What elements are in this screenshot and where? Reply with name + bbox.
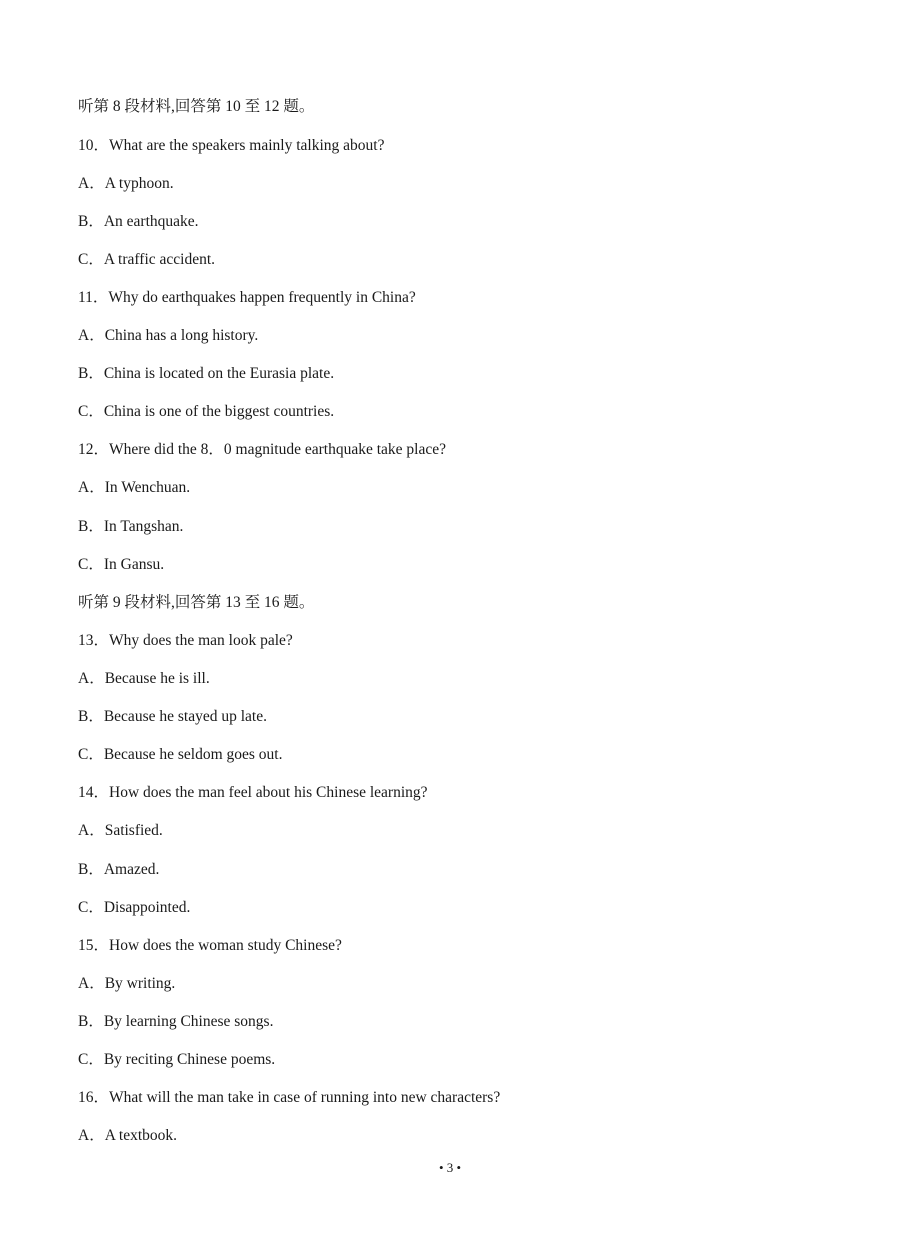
question-11: 11．Why do earthquakes happen frequently in China? [78, 289, 416, 306]
option-11-a: A．China has a long history. [78, 327, 259, 344]
question-16: 16．What will the man take in case of running into new characters? [78, 1089, 501, 1106]
option-13-c: C．Because he seldom goes out. [78, 746, 283, 763]
question-15: 15．How does the woman study Chinese? [78, 937, 342, 954]
question-14: 14．How does the man feel about his Chinese learning? [78, 784, 428, 801]
question-10: 10．What are the speakers mainly talking about? [78, 137, 385, 154]
option-12-a: A．In Wenchuan. [78, 479, 191, 496]
option-14-c: C．Disappointed. [78, 899, 191, 916]
option-14-a: A．Satisfied. [78, 822, 163, 839]
option-10-b: B．An earthquake. [78, 213, 199, 230]
option-15-a: A．By writing. [78, 975, 176, 992]
option-16-a: A．A textbook. [78, 1127, 178, 1144]
option-10-a: A．A typhoon. [78, 175, 174, 192]
option-13-a: A．Because he is ill. [78, 670, 210, 687]
question-12: 12．Where did the 8．0 magnitude earthquake take place? [78, 441, 446, 458]
section-heading-material-9: 听第 9 段材料,回答第 13 至 16 题。 [78, 594, 315, 611]
option-12-c: C．In Gansu. [78, 556, 165, 573]
question-13: 13．Why does the man look pale? [78, 632, 293, 649]
option-13-b: B．Because he stayed up late. [78, 708, 267, 725]
option-11-c: C．China is one of the biggest countries. [78, 403, 335, 420]
page-number: • 3 • [438, 1160, 462, 1175]
option-15-c: C．By reciting Chinese poems. [78, 1051, 276, 1068]
section-heading-material-8: 听第 8 段材料,回答第 10 至 12 题。 [78, 98, 315, 115]
option-10-c: C．A traffic accident. [78, 251, 216, 268]
option-12-b: B．In Tangshan. [78, 518, 184, 535]
option-11-b: B．China is located on the Eurasia plate. [78, 365, 335, 382]
option-14-b: B．Amazed. [78, 861, 160, 878]
option-15-b: B．By learning Chinese songs. [78, 1013, 274, 1030]
